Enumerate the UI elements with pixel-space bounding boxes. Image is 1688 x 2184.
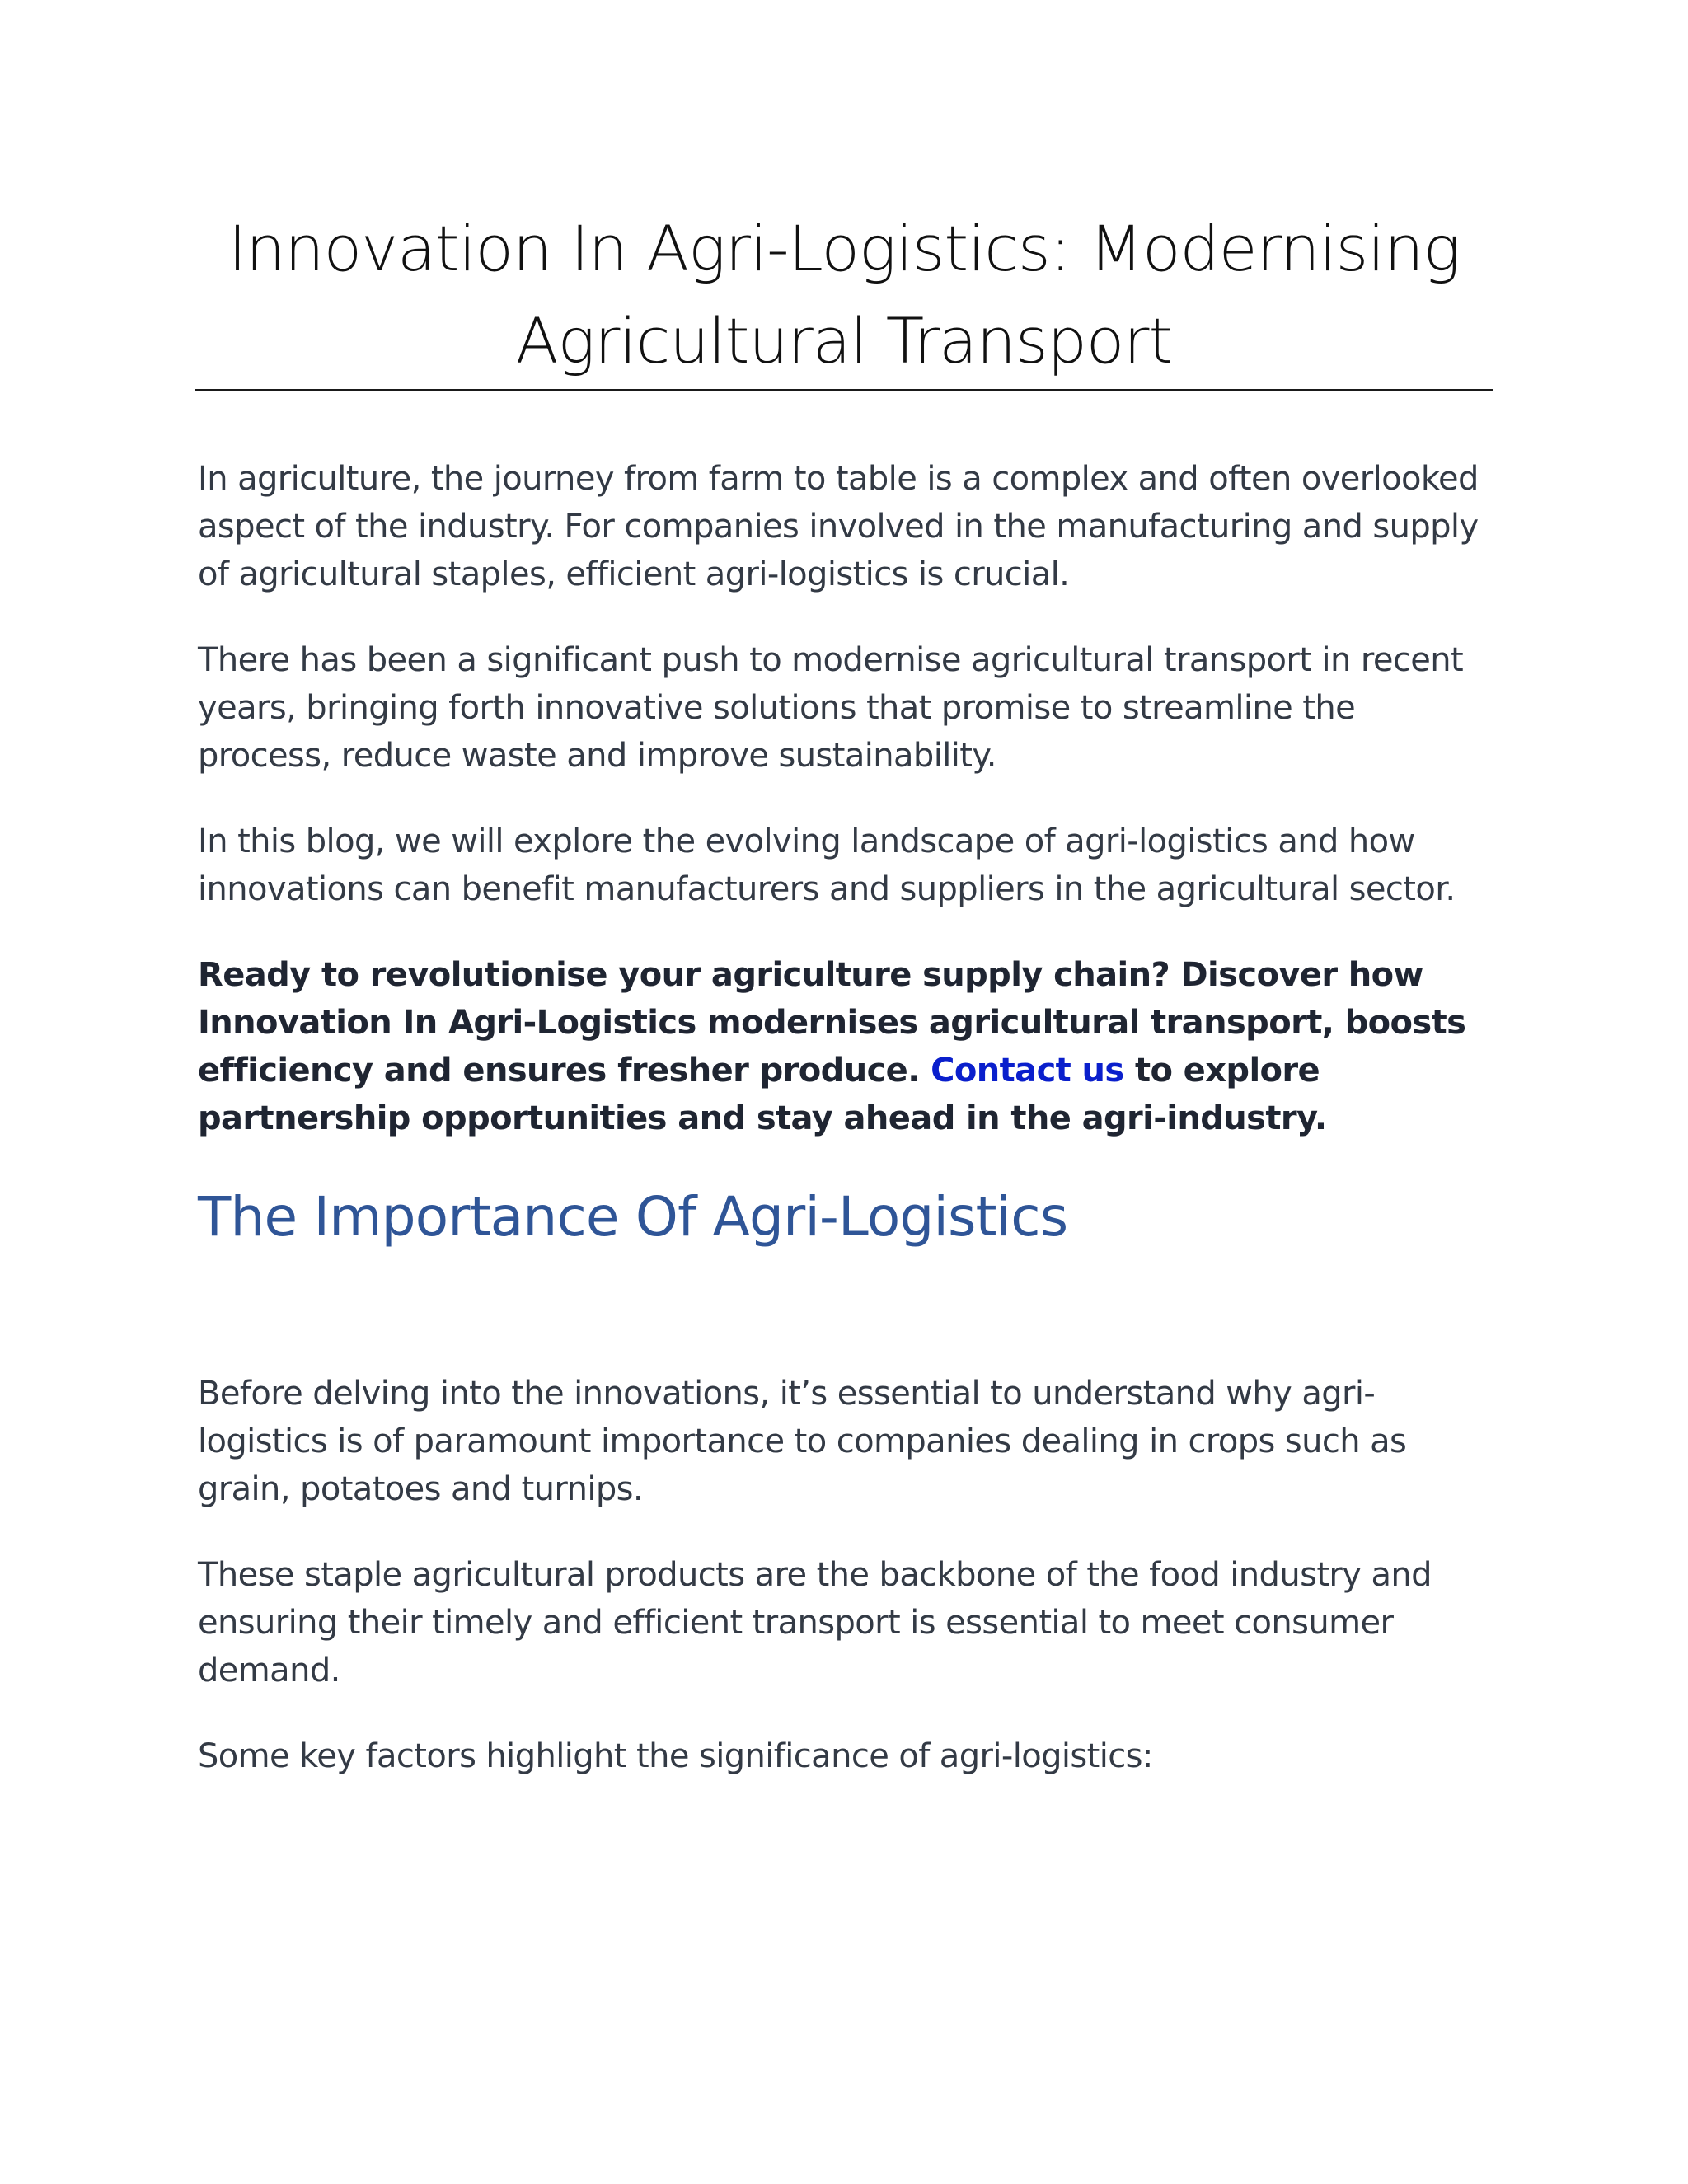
title-line-1: Innovation In Agri-Logistics: Modernising — [227, 212, 1461, 285]
intro-paragraph-2: There has been a significant push to modernise agricultural transport in recent years, bringing forth innovative solutions that promise to streamline the process, reduce waste and improve sustainability. — [198, 641, 1464, 775]
section-paragraph-2: These staple agricultural products are the backbone of the food industry and ensuring their timely and efficient transport is essential to meet consumer demand. — [198, 1556, 1432, 1690]
section-paragraph-1: Before delving into the innovations, it’s essential to understand why agri-logistics is of paramount importance to companies dealing in crops such as grain, potatoes and turnips. — [198, 1375, 1407, 1508]
intro-paragraph-1: In agriculture, the journey from farm to table is a complex and often overlooked aspect of the industry. For companies involved in the manufacturing and supply of agricultural staples, efficient agri-logistics is crucial. — [198, 460, 1479, 593]
title-underline-divider — [195, 389, 1493, 391]
article-body — [198, 455, 1492, 1818]
document-title — [195, 203, 1493, 387]
contact-us-link[interactable]: Contact us — [931, 1052, 1124, 1090]
section-paragraph-3: Some key factors highlight the significance of agri-logistics: — [198, 1737, 1153, 1775]
title-line-2: Agricultural Transport — [515, 304, 1173, 377]
cta-paragraph — [198, 951, 1492, 1142]
section-body — [198, 1370, 1492, 1780]
section-heading-importance: The Importance Of Agri-Logistics — [198, 1185, 1068, 1249]
cta-text-before-link: Ready to revolutionise your agriculture supply chain? Discover how Innovation In Agri-Logistics modernises agricultural transport, boosts efficiency and ensures fresher produce. — [198, 956, 1466, 1090]
intro-paragraph-3: In this blog, we will explore the evolving landscape of agri-logistics and how innovations can benefit manufacturers and suppliers in the agricultural sector. — [198, 823, 1456, 908]
cta-text-after-link: to explore partnership opportunities and stay ahead in the agri-industry. — [198, 1052, 1327, 1137]
